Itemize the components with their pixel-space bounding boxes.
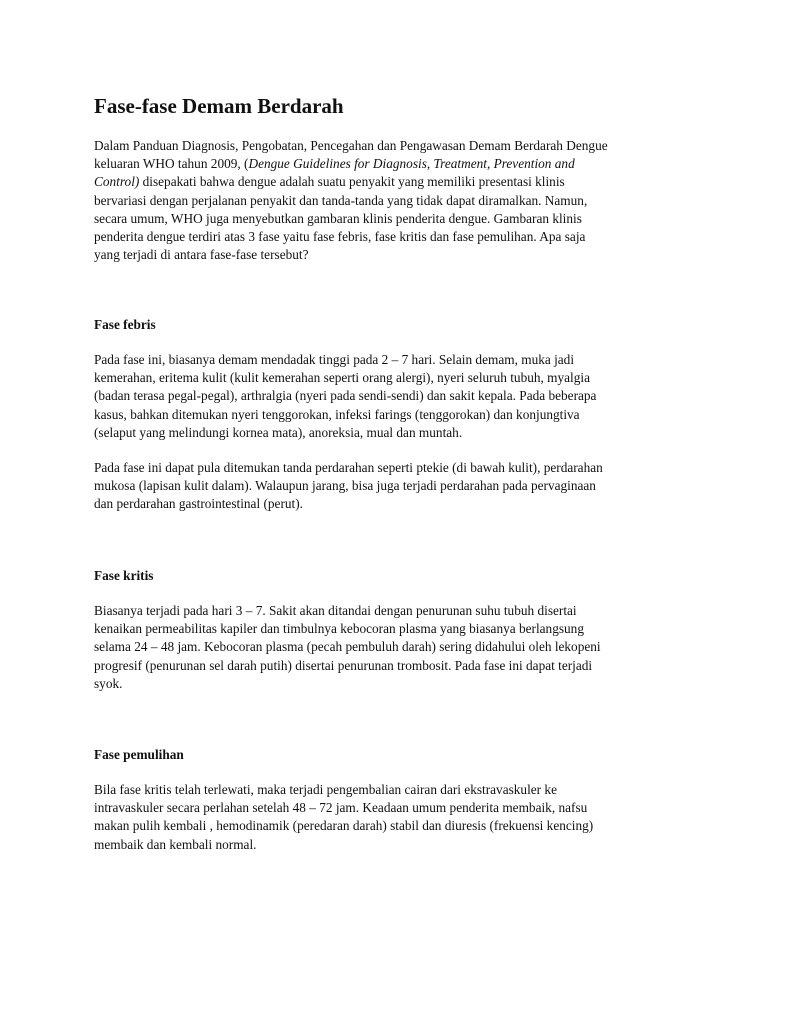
page-title: Fase-fase Demam Berdarah xyxy=(94,94,344,118)
intro-paragraph xyxy=(94,137,734,264)
pemulihan-line: membaik dan kembali normal. xyxy=(94,836,257,852)
intro-guideline-title-part1: Dengue Guidelines for Diagnosis, Treatment, Prevention and xyxy=(248,156,575,172)
febris-p1-line: kemerahan, eritema kulit (kulit kemerahan seperti orang alergi), nyeri seluruh tubuh, myalgia xyxy=(94,370,590,386)
intro-line-3 xyxy=(94,173,734,191)
intro-line-7: yang terjadi di antara fase-fase tersebut? xyxy=(94,247,309,263)
febris-p1-line: (badan terasa pegal-pegal), arthralgia (nyeri pada sendi-sendi) dan sakit kepala. Pada beberapa xyxy=(94,388,597,404)
febris-p2-line: mukosa (lapisan kulit dalam). Walaupun jarang, bisa juga terjadi perdarahan pada pervaginaan xyxy=(94,478,596,494)
intro-line-2-text: keluaran WHO tahun 2009, ( xyxy=(94,156,249,172)
pemulihan-line: intravaskuler secara perlahan setelah 48 – 72 jam. Keadaan umum penderita membaik, nafsu xyxy=(94,800,588,816)
kritis-line: kenaikan permeabilitas kapiler dan timbulnya kebocoran plasma yang biasanya berlangsung xyxy=(94,621,584,637)
kritis-line: progresif (penurunan sel darah putih) disertai penurunan trombosit. Pada fase ini dapat terjadi xyxy=(94,657,593,673)
section-heading-kritis: Fase kritis xyxy=(94,568,154,583)
section-heading-pemulihan: Fase pemulihan xyxy=(94,747,184,762)
intro-line-6: penderita dengue terdiri atas 3 fase yaitu fase febris, fase kritis dan fase pemulihan. Apa saja xyxy=(94,229,586,245)
febris-p2-line: Pada fase ini dapat pula ditemukan tanda perdarahan seperti ptekie (di bawah kulit), perdarahan xyxy=(94,460,603,475)
kritis-paragraph xyxy=(94,602,734,693)
febris-paragraph-2 xyxy=(94,459,734,514)
intro-guideline-title-part2: Control) xyxy=(94,174,140,190)
kritis-line: Biasanya terjadi pada hari 3 – 7. Sakit akan ditandai dengan penurunan suhu tubuh disertai xyxy=(94,603,577,618)
intro-line-4: bervariasi dengan perjalanan penyakit dan tanda-tanda yang tidak dapat diramalkan. Namun, xyxy=(94,192,588,208)
febris-p1-line: Pada fase ini, biasanya demam mendadak tinggi pada 2 – 7 hari. Selain demam, muka jadi xyxy=(94,352,575,367)
febris-paragraph-1 xyxy=(94,351,734,442)
intro-line-1: Dalam Panduan Diagnosis, Pengobatan, Pencegahan dan Pengawasan Demam Berdarah Dengue xyxy=(94,138,608,153)
febris-p1-line: (selaput yang melindungi kornea mata), anoreksia, mual dan muntah. xyxy=(94,424,463,440)
pemulihan-line: makan pulih kembali , hemodinamik (peredaran darah) stabil dan diuresis (frekuensi kencing) xyxy=(94,818,594,834)
pemulihan-paragraph xyxy=(94,781,734,854)
intro-line-3-text: disepakati bahwa dengue adalah suatu penyakit yang memiliki presentasi klinis xyxy=(139,174,565,190)
febris-p1-line: kasus, bahkan ditemukan nyeri tenggorokan, infeksi farings (tenggorokan) dan konjungtiva xyxy=(94,406,580,422)
kritis-line: selama 24 – 48 jam. Kebocoran plasma (pecah pembuluh darah) sering didahului oleh lekopeni xyxy=(94,639,601,655)
section-heading-febris: Fase febris xyxy=(94,317,156,332)
intro-line-5: secara umum, WHO juga menyebutkan gambaran klinis penderita dengue. Gambaran klinis xyxy=(94,210,582,226)
intro-line-2 xyxy=(94,155,734,173)
febris-p2-line: dan perdarahan gastrointestinal (perut). xyxy=(94,496,303,512)
kritis-line: syok. xyxy=(94,675,123,691)
pemulihan-line: Bila fase kritis telah terlewati, maka terjadi pengembalian cairan dari ekstravaskuler ke xyxy=(94,782,557,797)
